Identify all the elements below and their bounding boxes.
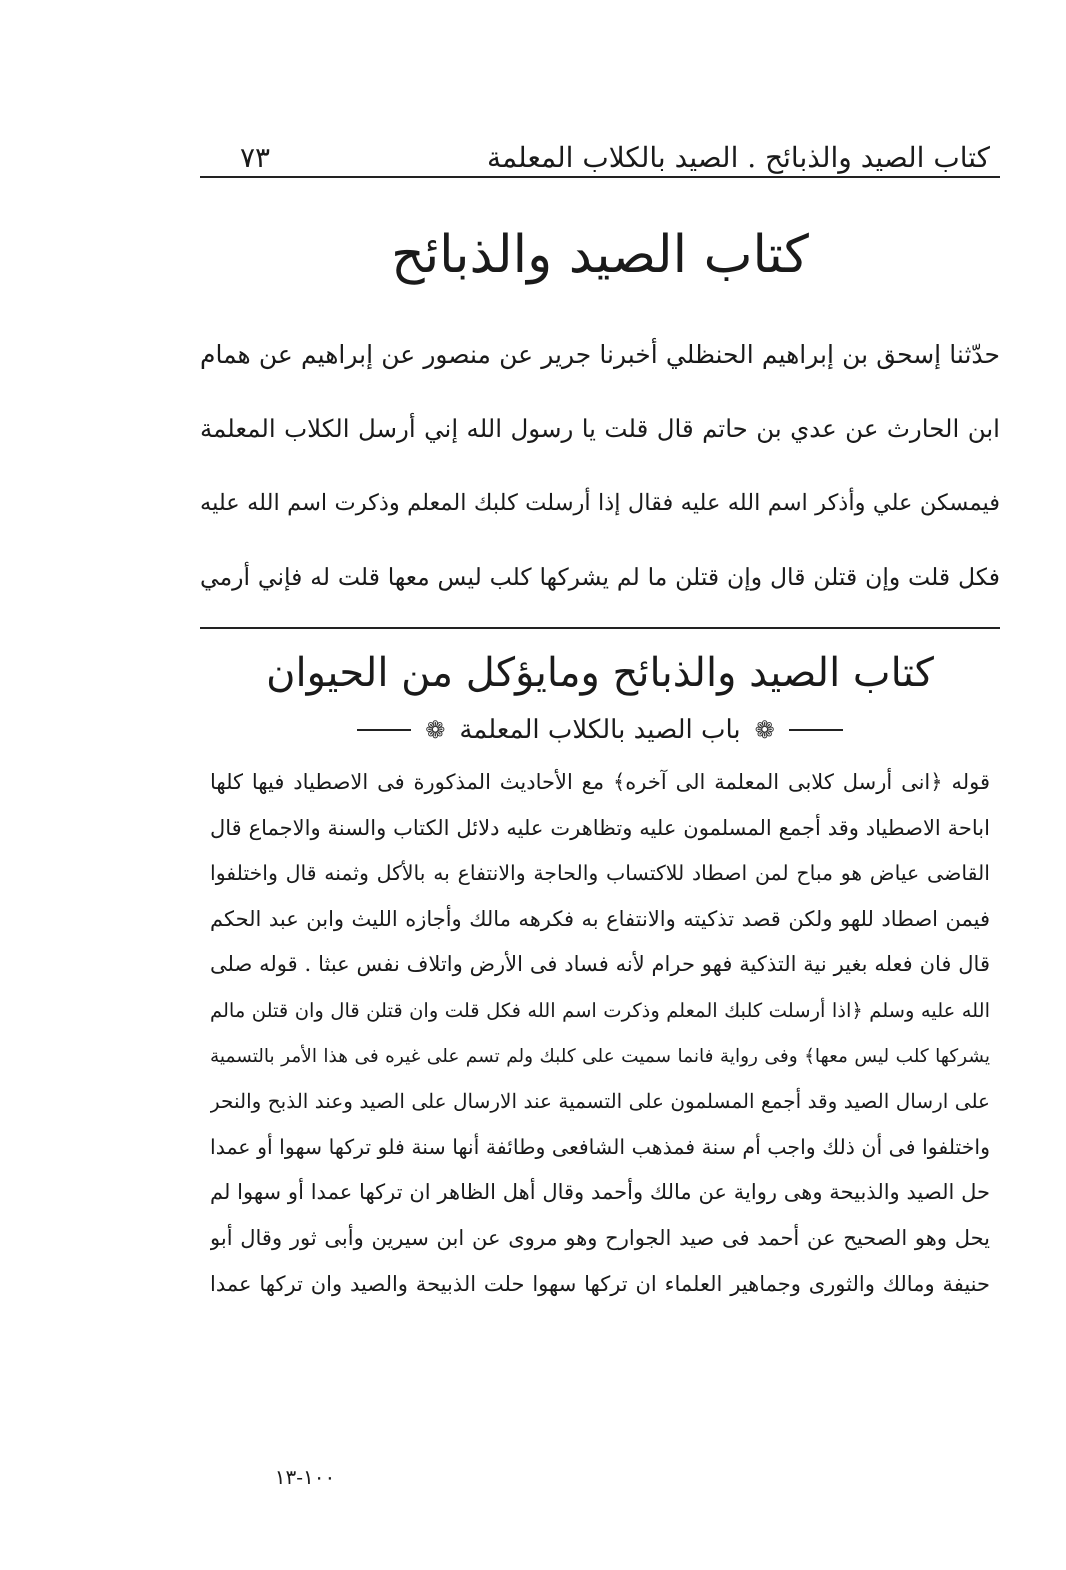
- page-header: [200, 118, 1000, 174]
- page-number: ٧٣: [240, 141, 271, 174]
- chapter-rule-right: [789, 729, 843, 731]
- commentary-line: فيمن اصطاد للهو ولكن قصد تذكيته والانتفاع به فكرهه مالك وأجازه الليث وابن عبد الحكم: [210, 906, 990, 931]
- signature-mark: ١٠٠-١٣: [274, 1465, 336, 1489]
- commentary-line: قوله ﴿انى أرسل كلابى المعلمة الى آخره﴾ مع الأحاديث المذكورة فى الاصطياد فيها كلها: [210, 770, 990, 794]
- chapter-title: باب الصيد بالكلاب المعلمة: [459, 715, 741, 745]
- commentary-line: الله عليه وسلم ﴿اذا أرسلت كلبك المعلم وذكرت اسم الله فكل قلت وان قتلن قال وان قتلن مالم: [210, 998, 990, 1022]
- commentary-line: واختلفوا فى أن ذلك واجب أم سنة فمذهب الشافعى وطائفة أنها سنة فلو تركها سهوا أو عمدا: [210, 1134, 990, 1159]
- commentary-line: اباحة الاصطياد وقد أجمع المسلمون عليه وتظاهرت عليه دلائل الكتاب والسنة والاجماع قال: [210, 815, 990, 840]
- hadith-line: ابن الحارث عن عدي بن حاتم قال قلت يا رسول الله إني أرسل الكلاب المعلمة: [200, 414, 1000, 443]
- commentary-line: على ارسال الصيد وقد أجمع المسلمون على التسمية عند الارسال على الصيد وعند الذبح والنحر: [210, 1089, 990, 1114]
- book-title: كتاب الصيد والذبائح: [391, 225, 809, 285]
- hadith-line: فيمسكن علي وأذكر اسم الله عليه فقال إذا أرسلت كلبك المعلم وذكرت اسم الله عليه: [200, 490, 1000, 516]
- section-rule: [200, 627, 1000, 629]
- commentary-line: حل الصيد والذبيحة وهى رواية عن مالك وأحمد وقال أهل الظاهر ان تركها عمدا أو سهوا لم: [210, 1180, 990, 1205]
- running-title: كتاب الصيد والذبائح . الصيد بالكلاب المعلمة: [486, 141, 990, 174]
- hadith-line: فكل قلت وإن قتلن قال وإن قتلن ما لم يشركها كلب ليس معها قلت له فإني أرمي: [200, 563, 1000, 591]
- header-rule: [200, 176, 1000, 178]
- commentary-line: يحل وهو الصحيح عن أحمد فى صيد الجوارح وهو مروى عن ابن سيرين وأبى ثور وقال أبو: [210, 1225, 990, 1250]
- chapter-heading: [200, 706, 1000, 754]
- commentary-title: كتاب الصيد والذبائح ومايؤكل من الحيوان: [266, 650, 934, 696]
- commentary-line: حنيفة ومالك والثورى وجماهير العلماء ان تركها سهوا حلت الذبيحة والصيد وان تركها عمدا: [210, 1271, 990, 1296]
- ornament-icon: ❁: [754, 716, 775, 744]
- commentary-text: [210, 760, 990, 1307]
- hadith-line: حدّثنا إسحق بن إبراهيم الحنظلي أخبرنا جرير عن منصور عن إبراهيم عن همام: [200, 340, 1000, 369]
- hadith-text: [200, 318, 1000, 614]
- ornament-icon: ❁: [425, 716, 446, 744]
- chapter-rule-left: [357, 729, 411, 731]
- commentary-line: قال فان فعله بغير نية التذكية فهو حرام لأنه فساد فى الأرض واتلاف نفس عبثا . قوله صلى: [210, 952, 990, 977]
- commentary-line: القاضى عياض هو مباح لمن اصطاد للاكتساب والحاجة والانتفاع به بالأكل وثمنه قال واختلفوا: [210, 861, 990, 886]
- commentary-line: يشركها كلب ليس معها﴾ وفى رواية فانما سميت على كلبك ولم تسم على غيره فى هذا الأمر بالتسمية: [210, 1045, 990, 1067]
